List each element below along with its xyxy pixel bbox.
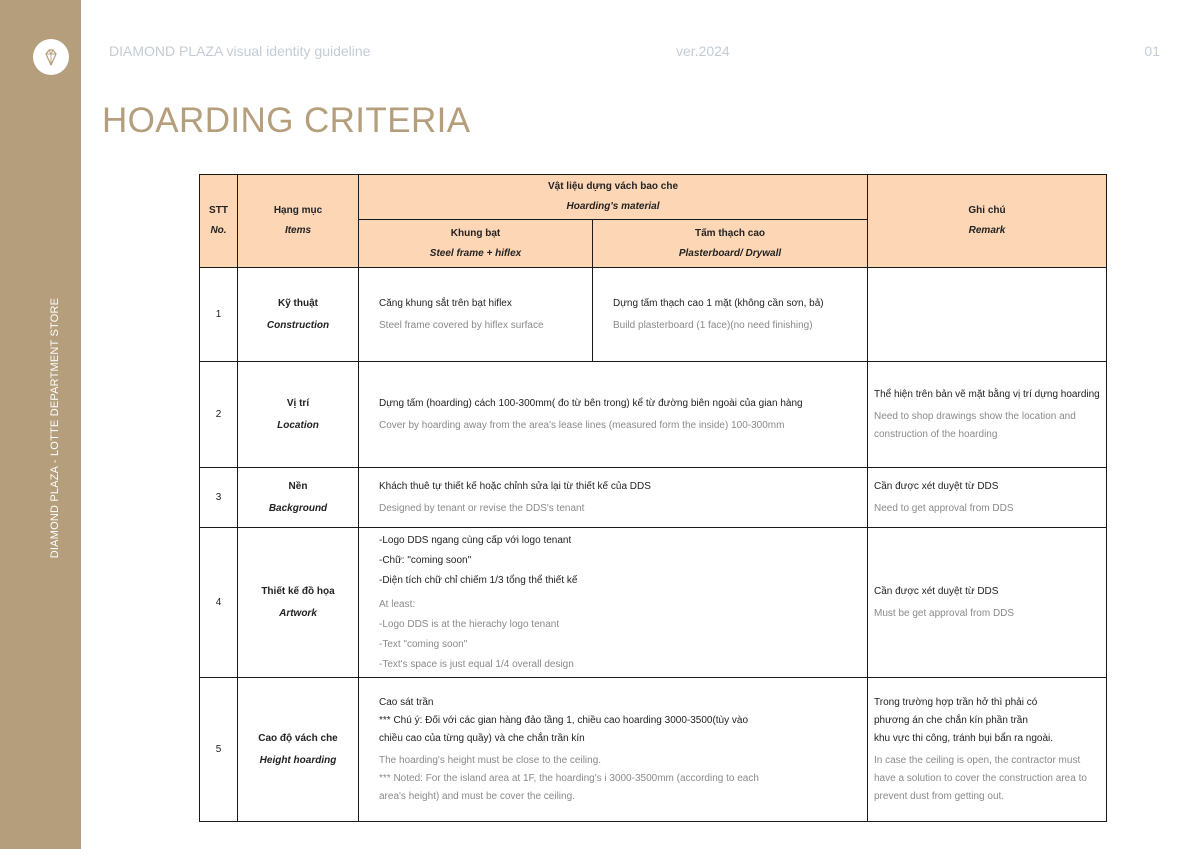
header-material	[359, 175, 868, 220]
cell-en: At least:	[379, 598, 416, 610]
header-items	[238, 175, 359, 268]
hoarding-criteria-table	[199, 174, 1107, 822]
row-plasterboard	[593, 268, 868, 362]
row-item-vi: Thiết kế đồ họa	[261, 585, 335, 597]
header-plasterboard-vi: Tấm thạch cao	[694, 227, 766, 239]
page-title: HOARDING CRITERIA	[102, 101, 471, 140]
header-no-en: No.	[210, 225, 227, 236]
cell-vi: *** Chú ý: Đối với các gian hàng đảo tầng 1, chiều cao hoarding 3000-3500(tùy vào	[379, 714, 749, 726]
cell-en: -Text's space is just equal 1/4 overall design	[379, 658, 574, 670]
header-no-vi: STT	[209, 205, 228, 216]
row-item-en: Construction	[266, 319, 330, 331]
row-number: 3	[200, 468, 238, 528]
cell-vi: Khách thuê tự thiết kế hoặc chỉnh sửa lại từ thiết kế của DDS	[379, 480, 651, 492]
header-remark-en: Remark	[968, 225, 1006, 236]
header-steel-frame	[359, 220, 593, 268]
cell-en: -Text "coming soon"	[379, 638, 468, 650]
brand-name: DIAMOND PLAZA	[109, 43, 223, 59]
row-item	[238, 268, 359, 362]
row-item-en: Artwork	[279, 607, 317, 619]
remark-vi: phương án che chắn kín phần trần	[874, 714, 1028, 726]
remark-en: Must be get approval from DDS	[874, 607, 1015, 619]
cell-vi: Cao sát trần	[379, 696, 434, 708]
cell-vi: chiều cao của từng quầy) và che chắn trần kín	[379, 732, 585, 744]
cell-en: Build plasterboard (1 face)(no need finishing)	[613, 319, 813, 331]
row-description	[359, 468, 868, 528]
brand-subtitle: visual identity guideline	[226, 43, 371, 59]
row-remark	[868, 528, 1107, 678]
row-item-en: Background	[268, 502, 328, 514]
remark-en: Need to get approval from DDS	[874, 502, 1014, 514]
row-description	[359, 528, 868, 678]
remark-en: In case the ceiling is open, the contractor must have a solution to cover the construction area to prevent dust from getting out.	[874, 754, 1087, 802]
sidebar-vertical-text: DIAMOND PLAZA - LOTTE DEPARTMENT STORE	[49, 297, 61, 559]
row-item-vi: Nền	[288, 480, 308, 492]
header-remark	[868, 175, 1107, 268]
page-number: 01	[1144, 43, 1160, 59]
header-material-en: Hoarding's material	[566, 201, 660, 212]
cell-en: Steel frame covered by hiflex surface	[379, 319, 544, 331]
row-number: 4	[200, 528, 238, 678]
row-number: 1	[200, 268, 238, 362]
header-remark-vi: Ghi chú	[968, 205, 1006, 216]
row-item-en: Height hoarding	[259, 754, 337, 766]
row-item-vi: Vị trí	[286, 397, 310, 409]
cell-vi: Dựng tấm thạch cao 1 mặt (không cần sơn, bả)	[613, 297, 824, 309]
row-remark	[868, 468, 1107, 528]
header-steel-frame-en: Steel frame + hiflex	[429, 247, 522, 259]
row-remark	[868, 678, 1107, 822]
row-remark	[868, 268, 1107, 362]
cell-en: *** Noted: For the island area at 1F, the hoarding's i 3000-3500mm (according to each	[379, 772, 759, 784]
row-item-vi: Cao độ vách che	[258, 732, 338, 744]
row-item-en: Location	[277, 419, 319, 431]
cell-en: area's height) and must be cover the ceiling.	[379, 790, 575, 802]
remark-vi: Trong trường hợp trần hở thì phải có	[874, 696, 1038, 708]
remark-vi: khu vực thi công, tránh bụi bẩn ra ngoài.	[874, 732, 1054, 744]
cell-en: The hoarding's height must be close to the ceiling.	[379, 754, 602, 766]
cell-vi: Dựng tấm (hoarding) cách 100-300mm( đo từ bên trong) kể từ đường biên ngoài của gian hàng	[379, 397, 803, 409]
cell-vi: -Logo DDS ngang cùng cấp với logo tenant	[379, 534, 572, 546]
diamond-logo-icon	[39, 45, 63, 69]
cell-en: Designed by tenant or revise the DDS's tenant	[379, 502, 585, 514]
table-row	[200, 468, 1107, 528]
remark-vi: Cần được xét duyệt từ DDS	[874, 585, 999, 597]
cell-en: Cover by hoarding away from the area's lease lines (measured form the inside) 100-300mm	[379, 419, 785, 431]
header-items-vi: Hạng mục	[273, 205, 323, 216]
sidebar	[0, 0, 81, 849]
row-item	[238, 528, 359, 678]
table-row	[200, 268, 1107, 362]
remark-vi: Cần được xét duyệt từ DDS	[874, 480, 999, 492]
row-number: 5	[200, 678, 238, 822]
row-steel-frame	[359, 268, 593, 362]
row-item	[238, 678, 359, 822]
header-material-vi: Vật liệu dựng vách bao che	[547, 181, 679, 192]
remark-en: Need to shop drawings show the location and construction of the hoarding	[874, 410, 1076, 440]
row-item	[238, 362, 359, 468]
row-item	[238, 468, 359, 528]
row-remark	[868, 362, 1107, 468]
table-row	[200, 678, 1107, 822]
table-row	[200, 362, 1107, 468]
header-plasterboard-en: Plasterboard/ Drywall	[678, 247, 782, 259]
row-item-vi: Kỹ thuật	[278, 297, 318, 309]
remark-vi: Thể hiện trên bản vẽ mặt bằng vị trí dựng hoarding	[874, 388, 1100, 400]
table-header-row	[200, 175, 1107, 220]
row-description	[359, 678, 868, 822]
row-number: 2	[200, 362, 238, 468]
header-brand	[109, 43, 370, 59]
cell-en: -Logo DDS is at the hierachy logo tenant	[379, 618, 560, 630]
header-no	[200, 175, 238, 268]
cell-vi: -Diện tích chữ chỉ chiếm 1/3 tổng thể thiết kế	[379, 574, 578, 586]
table-row	[200, 528, 1107, 678]
header-steel-frame-vi: Khung bạt	[450, 227, 501, 239]
header-items-en: Items	[284, 225, 312, 236]
cell-vi: Căng khung sắt trên bạt hiflex	[379, 297, 512, 309]
row-description	[359, 362, 868, 468]
header-plasterboard	[593, 220, 868, 268]
diamond-logo	[33, 39, 69, 75]
cell-vi: -Chữ: "coming soon"	[379, 554, 472, 566]
header-version: ver.2024	[676, 43, 730, 59]
